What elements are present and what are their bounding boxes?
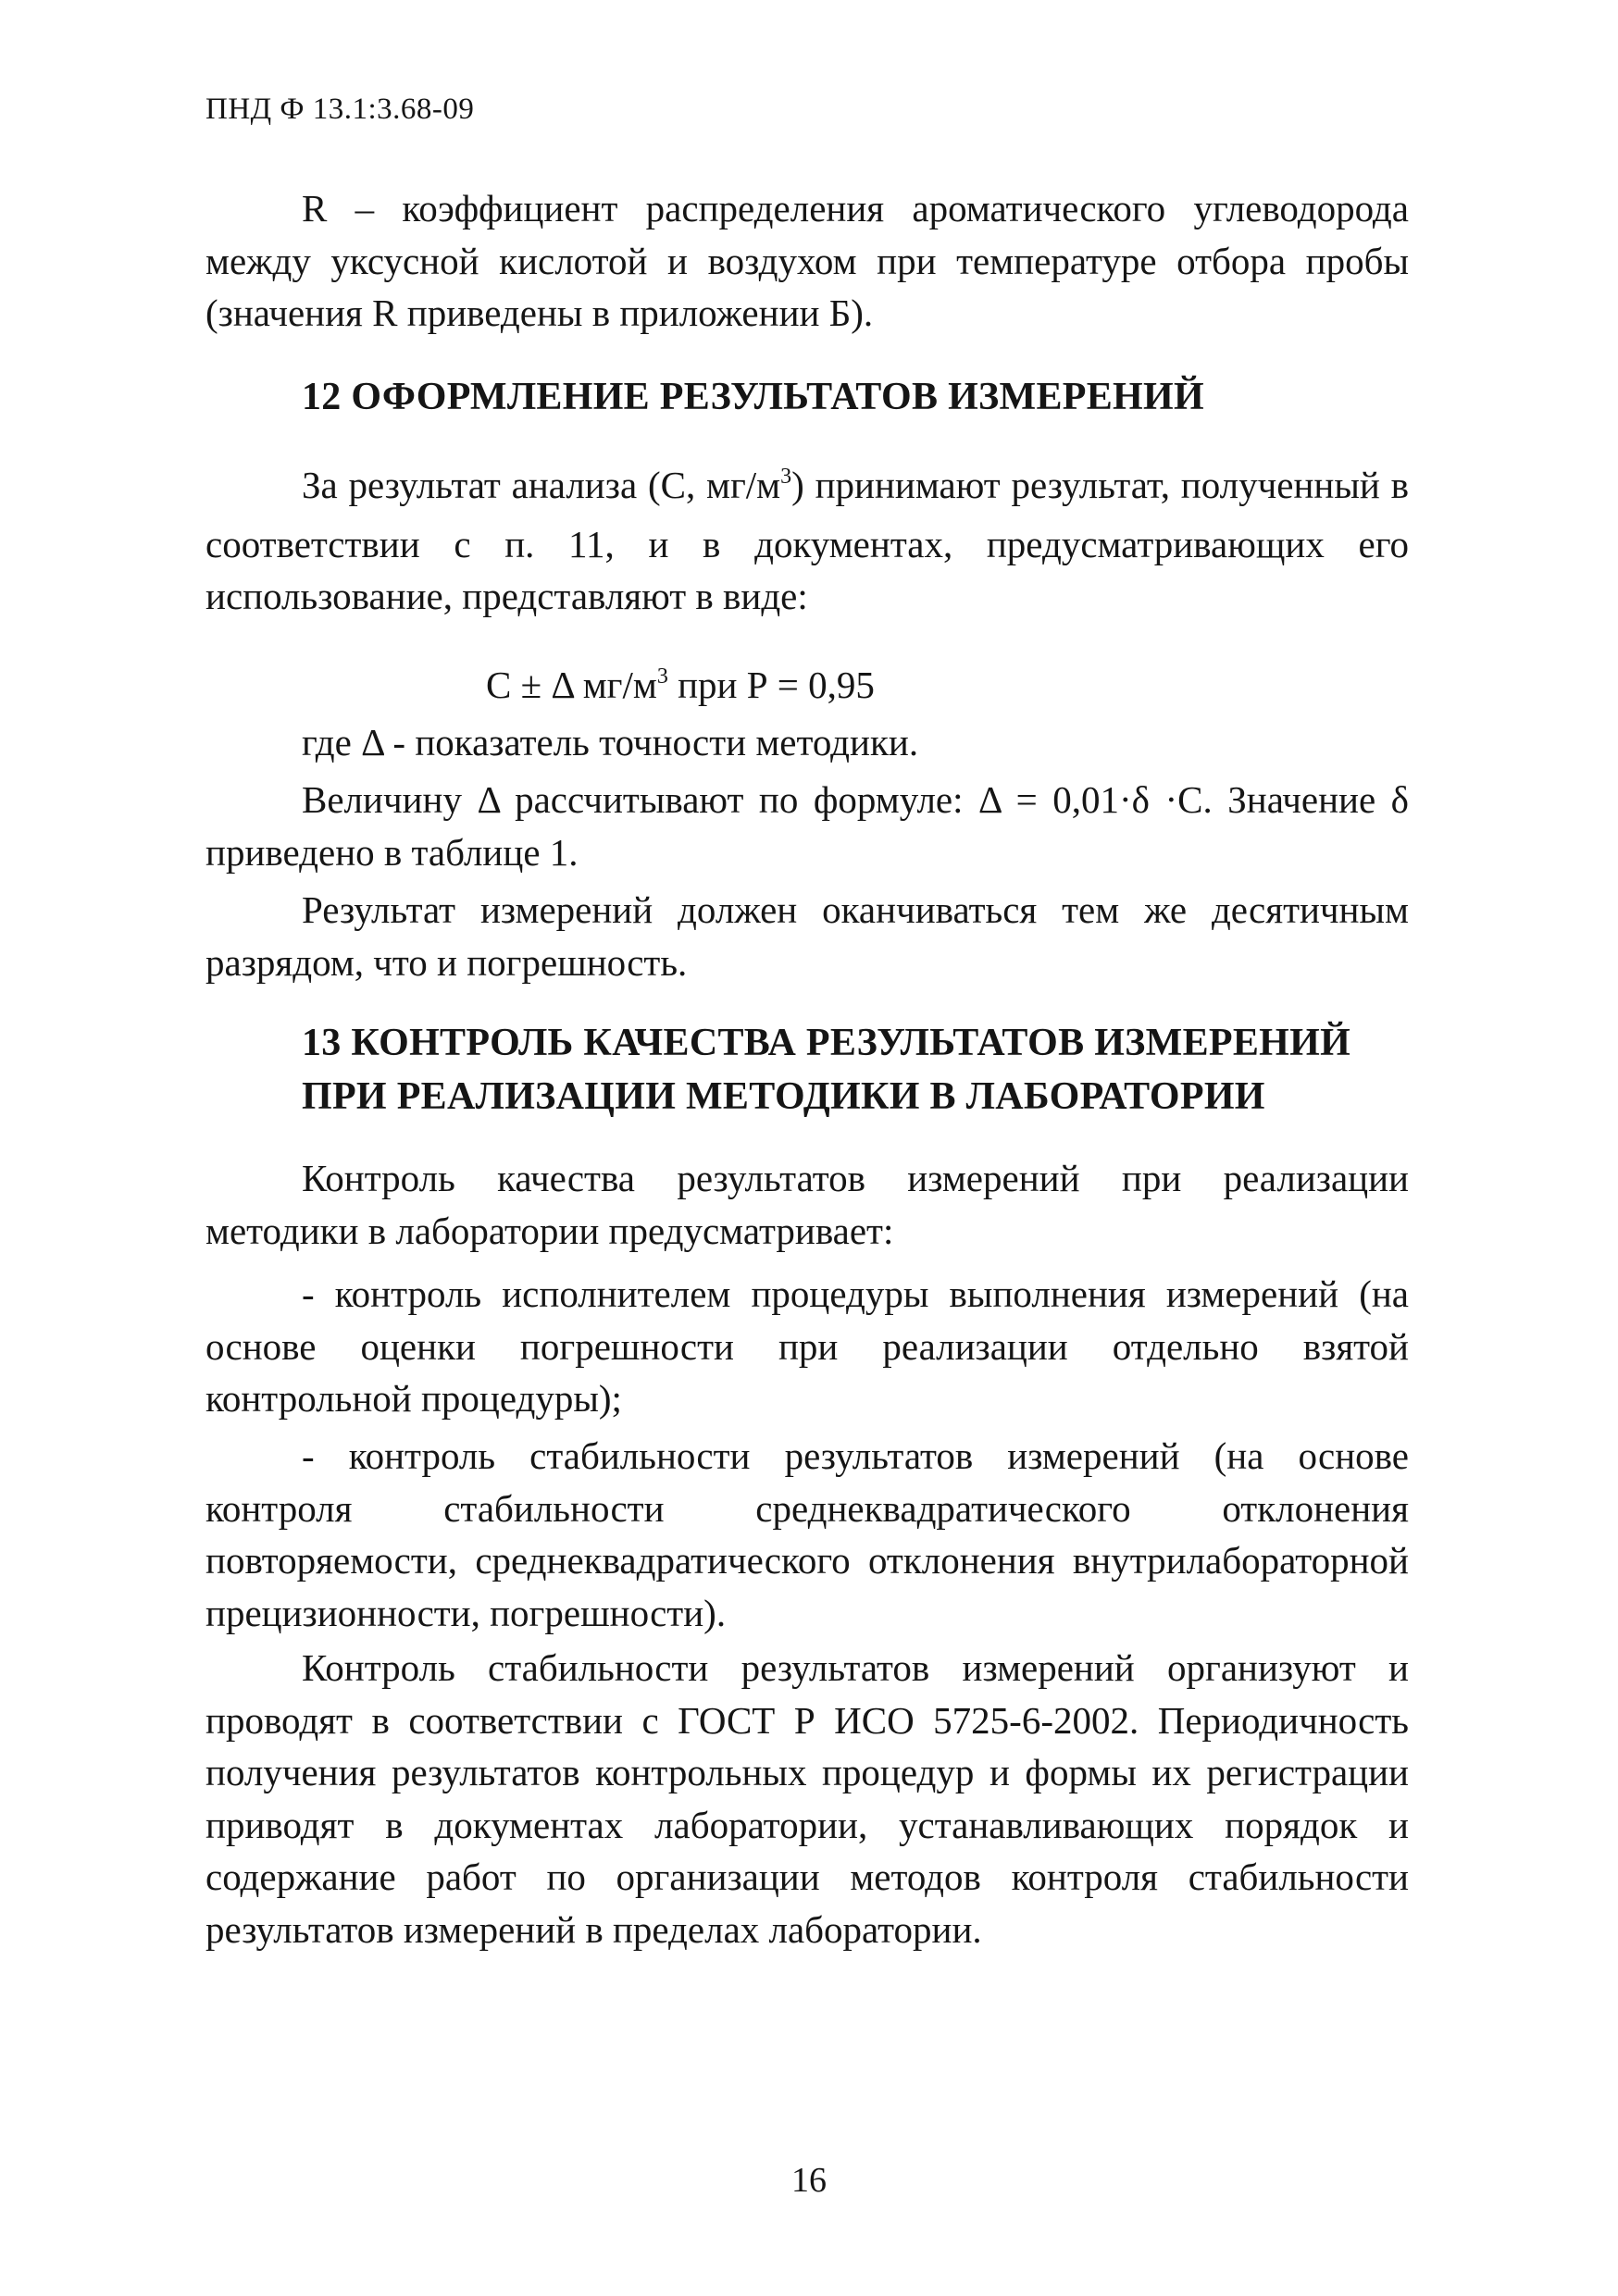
paragraph-r-definition xyxy=(205,182,1409,340)
paragraph-text: Результат измерений должен оканчиваться тем же десятичным разрядом, что и погрешность. xyxy=(205,888,1409,984)
section-13-heading-line-1: 13 КОНТРОЛЬ КАЧЕСТВА РЕЗУЛЬТАТОВ ИЗМЕРЕНИЙ xyxy=(302,1022,1351,1064)
result-formula: С ± Δ $мг/м^3$ при Р = 0,95 xyxy=(486,664,875,706)
section-13-heading-line-2: ПРИ РЕАЛИЗАЦИИ МЕТОДИКИ В ЛАБОРАТОРИИ xyxy=(302,1075,1265,1118)
list-item-performer-control xyxy=(205,1268,1409,1425)
paragraph-text: где Δ - показатель точности методики. xyxy=(302,721,919,763)
document-code-header: ПНД Ф 13.1:3.68-09 xyxy=(205,93,475,126)
section-12-heading-block xyxy=(302,370,1409,424)
paragraph-stability-procedure xyxy=(205,1642,1409,1955)
page-number: 16 xyxy=(791,2161,827,2200)
paragraph-text: Контроль качества результатов измерений при реализации методики в лаборатории предусматривает: xyxy=(205,1157,1409,1252)
paragraph-result-definition xyxy=(205,459,1409,623)
superscript: 3 xyxy=(656,664,668,689)
paragraph-text: Величину Δ рассчитывают по формуле: Δ = 0,01·δ ·С. Значение δ приведено в таблице 1. xyxy=(205,778,1409,874)
paragraph-text: R – коэффициент распределения ароматического углеводорода между уксусной кислотой и воздухом при температуре отбора пробы (значения R приведены в приложении Б). xyxy=(205,187,1409,334)
paragraph-text: Контроль стабильности результатов измерений организуют и проводят в соответствии с ГОСТ Р ИСО 5725-6-2002. Периодичность получения результатов контрольных процедур и формы их регистрации приводят в документах лаборатории, устанавливающих порядок и содержание работ по организации методов контроля стабильности результатов измерений в пределах лаборатории. xyxy=(205,1646,1409,1951)
paragraph-quality-control-intro xyxy=(205,1152,1409,1257)
paragraph-text: - контроль исполнителем процедуры выполнения измерений (на основе оценки погрешности при реализации отдельно взятой контрольной процедуры); xyxy=(205,1272,1409,1420)
section-12-heading: 12 ОФОРМЛЕНИЕ РЕЗУЛЬТАТОВ ИЗМЕРЕНИЙ xyxy=(302,376,1204,418)
paragraph-text: - контроль стабильности результатов измерений (на основе контроля стабильности среднеквадратического отклонения повторяемости, среднеквадратического отклонения внутрилабораторной прецизионности, погрешности). xyxy=(205,1434,1409,1634)
paragraph-delta-formula xyxy=(205,774,1409,878)
section-13-heading-block xyxy=(302,1016,1409,1123)
list-item-stability-control xyxy=(205,1430,1409,1639)
paragraph-where-delta xyxy=(205,716,1409,769)
paragraph-text: За результат анализа (С, $мг/м^3$) принимают результат, полученный в соответствии с п. 11, и в документах, предусматривающих его использование, представляют в виде: xyxy=(205,464,1409,617)
superscript: 3 xyxy=(780,465,792,489)
paragraph-result-rounding xyxy=(205,884,1409,988)
